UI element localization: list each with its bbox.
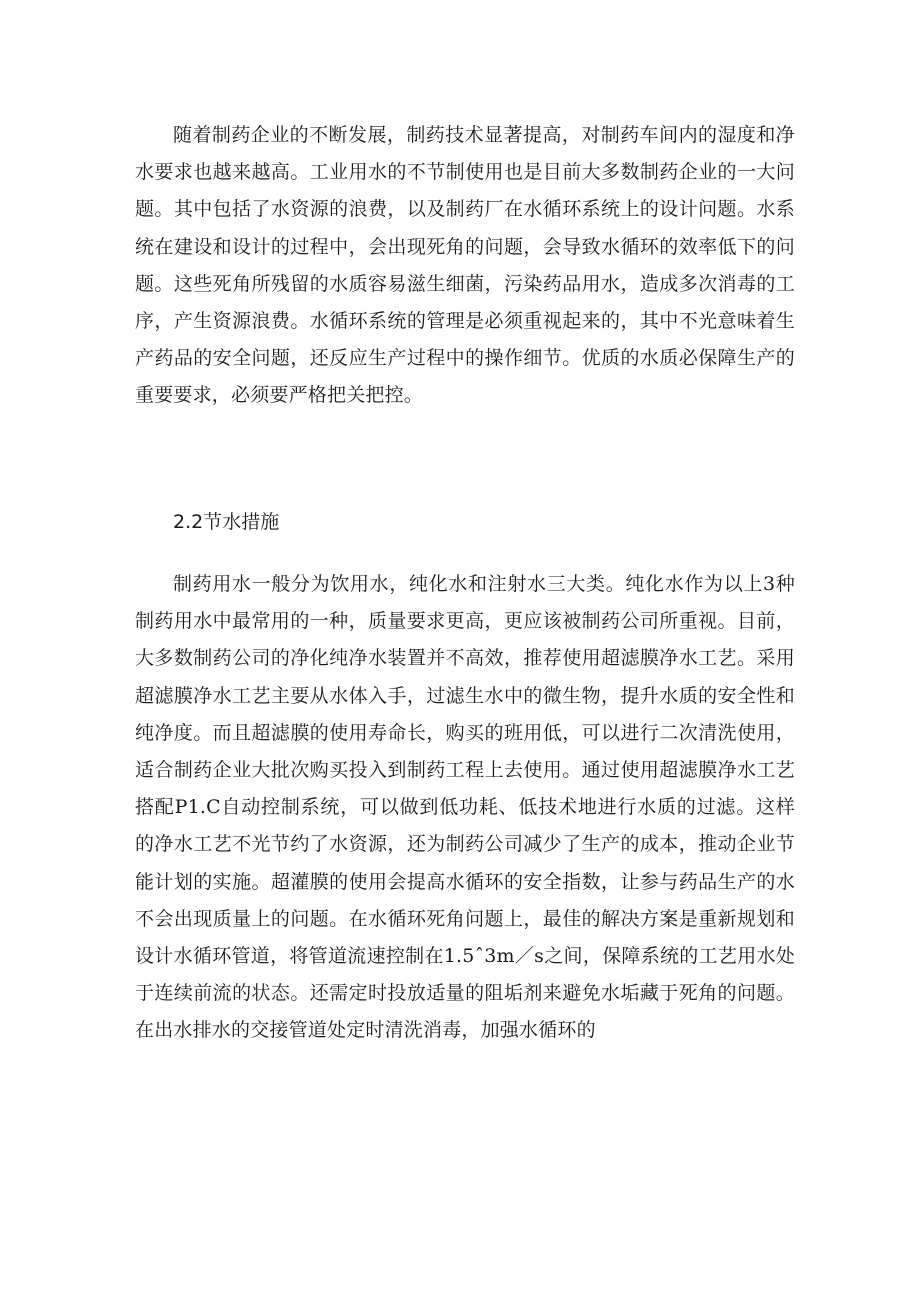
section-heading-2-2: 2.2节水措施: [173, 511, 280, 533]
body-paragraph-2: 制药用水一般分为饮用水，纯化水和注射水三大类。纯化水作为以上3种制药用水中最常用的一种，质量要求更高，更应该被制药公司所重视。目前，大多数制药公司的净化纯净水装置并不高效，推荐使用超滤膜净水工艺。采用超滤膜净水工艺主要从水体入手，过滤生水中的微生物，提升水质的安全性和纯净度。而且超滤膜的使用寿命长，购买的班用低，可以进行二次清洗使用，适合制药企业大批次购买投入到制药工程上去使用。通过使用超滤膜净水工艺搭配P1.C自动控制系统，可以做到低功耗、低技术地进行水质的过滤。这样的净水工艺不光节约了水资源，还为制药公司减少了生产的成本，推动企业节能计划的实施。超灌膜的使用会提高水循环的安全指数，让参与药品生产的水不会出现质量上的问题。在水循环死角问题上，最佳的解决方案是重新规划和设计水循环管道，将管道流速控制在1.5ˆ3m／s之间，保障系统的工艺用水处于连续前流的状态。还需定时投放适量的阻垢剂来避免水垢藏于死角的问题。在出水排水的交接管道处定时清洗消毒，加强水循环的: [135, 573, 795, 1042]
body-paragraph-1: 随着制药企业的不断发展，制药技术显著提高，对制药车间内的湿度和净水要求也越来越高。工业用水的不节制使用也是目前大多数制药企业的一大问题。其中包括了水资源的浪费，以及制药厂在水循环系统上的设计问题。水系统在建设和设计的过程中，会出现死角的问题，会导致水循环的效率低下的问题。这些死角所残留的水质容易滋生细菌，污染药品用水，造成多次消毒的工序，产生资源浪费。水循环系统的管理是必须重视起来的，其中不光意味着生产药品的安全问题，还反应生产过程中的操作细节。优质的水质必保障生产的重要要求，必须要严格把关把控。: [135, 124, 795, 407]
